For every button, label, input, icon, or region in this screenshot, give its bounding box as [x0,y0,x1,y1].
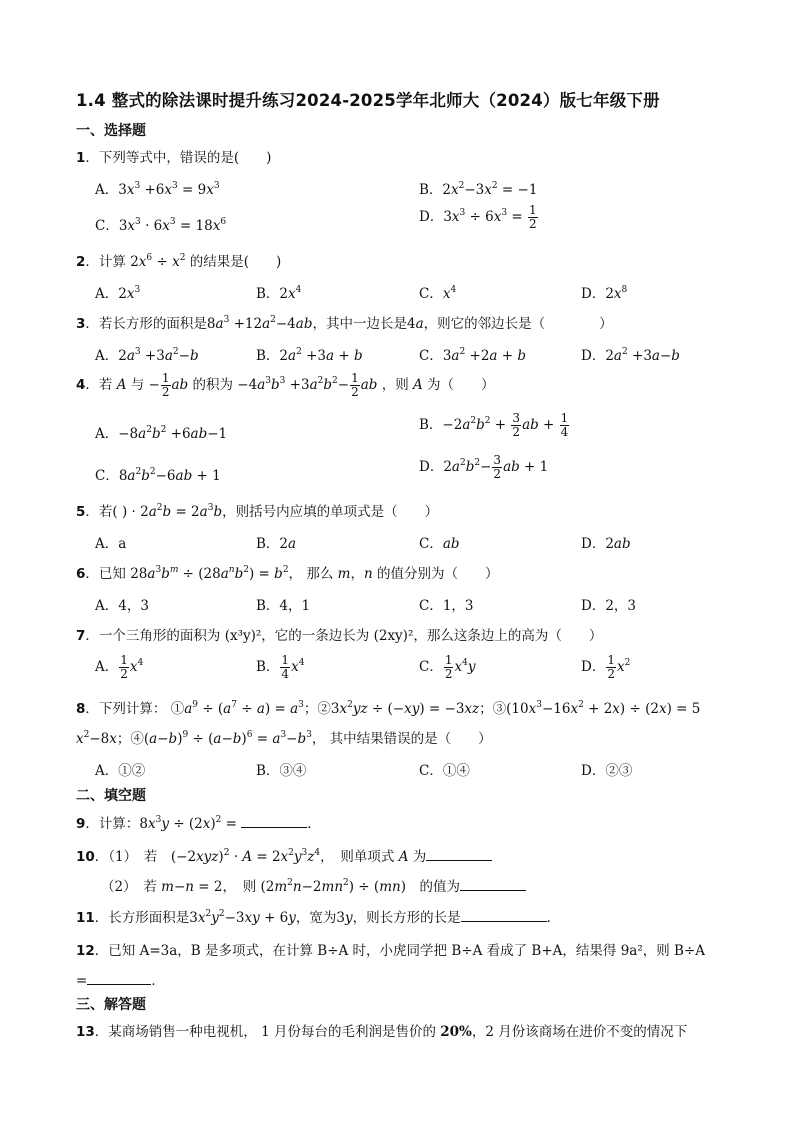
q6-option-b: B．4，1 [256,598,311,614]
page-title: 1.4 整式的除法课时提升练习2024-2025学年北师大（2024）版七年级下册 [76,91,660,110]
q8-option-d: D．②③ [581,763,633,779]
q8-option-b: B．③④ [256,763,307,779]
q7-option-d: D． $\frac{1}{2}$ $x^2$ [581,653,631,681]
question-4-stem: 4．若 A 与 − $\frac{1}{2}$ ab 的积为 $-4a^3b^3 +3a^2b^2-$ $\frac{1}{2}$ ab ，则 A 为（ ） [76,371,495,399]
question-8-line-1: 8．下列计算： $①a^9 \div (a^7 \div a) = a^3$；$②3x^2yz \div (-xy) = -3xz$；$③(10x^3-16x^2 + 2x) \div (2x) = 5$ [76,700,701,717]
question-10-part-1: 10．（1） 若 $(-2xyz)^2 \cdot A = 2x^2y^3z^4$， 则单项式 A 为 [76,845,492,865]
q7-option-c: C． $\frac{1}{2}$ $x^4y$ [419,653,476,681]
q2-option-d: D．$2x^8$ [581,285,628,302]
q1-option-a: A．$3x^3 +6x^3 = 9x^3$ [95,181,220,198]
q6-option-d: D．2，3 [581,598,637,614]
question-9: 9．计算：$8x^3y \div (2x)^2$ = ． [76,815,321,832]
q7-option-b: B． $\frac{1}{4}$ $x^4$ [256,653,305,681]
q5-option-a: A．a [95,536,127,552]
question-10-part-2: （2） 若 m−n = 2， 则 $(2m^2n-2mn^2) \div (mn)$ 的值为 [101,875,526,895]
q5-option-c: C．ab [419,536,460,552]
question-6-stem: 6．已知 $28a^3b^m \div (28a^nb^2) = b^2$， 那么 m，n 的值分别为（ ） [76,565,499,582]
q1-option-c: C．$3x^3 \cdot 6x^3 = 18x^6$ [95,217,227,234]
q2-option-a: A．$2x^3$ [95,285,141,302]
q6-option-c: C．1，3 [419,598,474,614]
question-3-stem: 3．若长方形的面积是$8a^3 +12a^2-4ab$，其中一边长是4a，则它的邻边长是（ ） [76,315,613,332]
question-12-line-1: 12．已知 A=3a，B 是多项式，在计算 B÷A 时，小虎同学把 B÷A 看成了 B+A，结果得 9a²，则 B÷A [76,943,706,959]
question-12-line-2: = ． [76,973,165,989]
q2-option-b: B．$2x^4$ [256,285,302,302]
section-choice: 一、选择题 [76,123,146,139]
question-7-stem: 7．一个三角形的面积为 (x³y)²，它的一条边长为 (2xy)²，那么这条边上的高为（ ） [76,628,603,644]
q3-option-a: A．$2a^3 +3a^2-b$ [95,347,199,364]
q8-option-c: C．①④ [419,763,470,779]
section-answer: 三、解答题 [76,997,146,1013]
question-8-line-2: $x^2-8x$；$④(a-b)^9 \div (a-b)^6 = a^3-b^3$， 其中结果错误的是（ ） [76,730,492,747]
question-1-stem: 1．下列等式中，错误的是( ) [76,150,272,166]
q4-option-b: B．$-2a^2b^2$ + $\frac{3}{2}$ ab + $\frac{1}{4}$ [419,411,569,439]
q1-option-d: D．$3x^3 \div 6x^3$ = $\frac{1}{2}$ [419,203,537,231]
question-2-stem: 2．计算 $2x^6 \div x^2$ 的结果是( ) [76,253,282,270]
q6-option-a: A．4，3 [95,598,149,614]
q4-option-c: C．$8a^2b^2-6ab + 1$ [95,467,221,484]
q2-option-c: C．$x^4$ [419,285,457,302]
q1-option-b: B．$2x^2-3x^2 = -1$ [419,181,538,198]
section-fill: 二、填空题 [76,788,146,804]
q8-option-a: A．①② [95,763,146,779]
q3-option-c: C．$3a^2 +2a + b$ [419,347,527,364]
question-13: 13．某商场销售一种电视机， 1 月份每台的毛利润是售价的 20%，2 月份该商场在进价不变的情况下 [76,1024,688,1040]
question-11: 11．长方形面积是$3x^2y^2-3xy + 6y$，宽为3y，则长方形的长是 ． [76,909,561,926]
q5-option-d: D．2ab [581,536,631,552]
q3-option-d: D．$2a^2 +3a-b$ [581,347,680,364]
q4-option-a: A．$-8a^2b^2 +6ab-1$ [95,425,228,442]
q4-option-d: D．$2a^2b^2-$ $\frac{3}{2}$ ab + 1 [419,453,549,481]
q3-option-b: B．$2a^2 +3a + b$ [256,347,363,364]
q7-option-a: A． $\frac{1}{2}$ $x^4$ [95,653,144,681]
question-5-stem: 5．若( ) · $2a^2b = 2a^3b$，则括号内应填的单项式是（ ） [76,503,439,520]
q5-option-b: B．2a [256,536,297,552]
